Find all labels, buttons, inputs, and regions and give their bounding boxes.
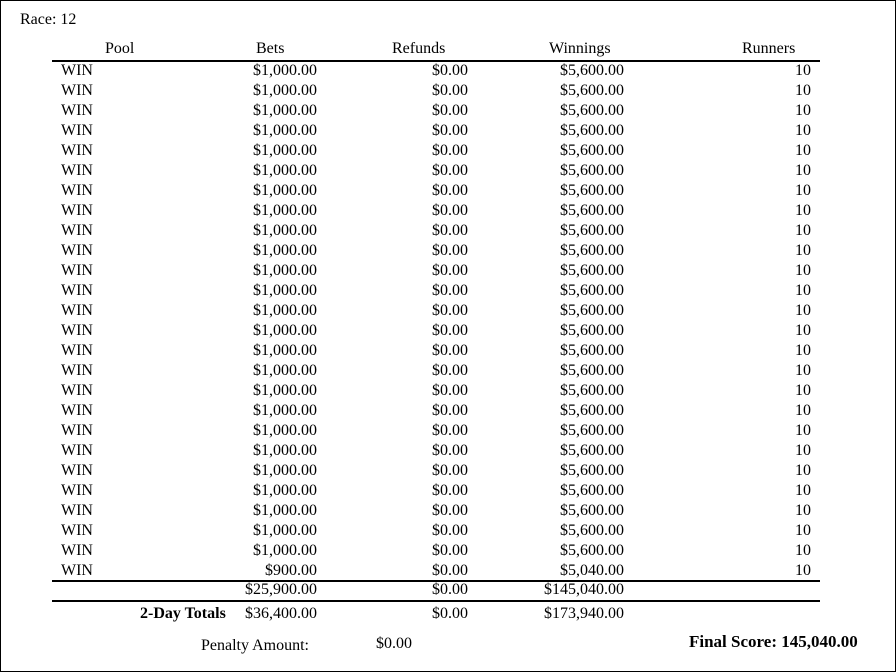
row-pool: WIN bbox=[61, 462, 93, 479]
penalty-value: $0.00 bbox=[376, 635, 412, 652]
row-winnings: $5,600.00 bbox=[560, 82, 624, 99]
row-runners: 10 bbox=[795, 522, 811, 539]
row-refunds: $0.00 bbox=[432, 182, 468, 199]
row-winnings: $5,600.00 bbox=[560, 282, 624, 299]
header-bets: Bets bbox=[256, 40, 285, 57]
row-winnings: $5,600.00 bbox=[560, 142, 624, 159]
row-runners: 10 bbox=[795, 142, 811, 159]
row-bets: $1,000.00 bbox=[253, 362, 317, 379]
totals-refunds: $0.00 bbox=[432, 581, 468, 598]
row-refunds: $0.00 bbox=[432, 62, 468, 79]
row-bets: $1,000.00 bbox=[253, 462, 317, 479]
row-refunds: $0.00 bbox=[432, 302, 468, 319]
row-winnings: $5,600.00 bbox=[560, 202, 624, 219]
row-winnings: $5,600.00 bbox=[560, 322, 624, 339]
totals-bets: $25,900.00 bbox=[245, 581, 317, 598]
row-runners: 10 bbox=[795, 462, 811, 479]
row-refunds: $0.00 bbox=[432, 522, 468, 539]
row-runners: 10 bbox=[795, 102, 811, 119]
row-refunds: $0.00 bbox=[432, 502, 468, 519]
row-winnings: $5,600.00 bbox=[560, 222, 624, 239]
row-refunds: $0.00 bbox=[432, 402, 468, 419]
row-runners: 10 bbox=[795, 422, 811, 439]
row-pool: WIN bbox=[61, 62, 93, 79]
row-runners: 10 bbox=[795, 222, 811, 239]
row-winnings: $5,600.00 bbox=[560, 462, 624, 479]
row-refunds: $0.00 bbox=[432, 82, 468, 99]
row-winnings: $5,600.00 bbox=[560, 302, 624, 319]
row-pool: WIN bbox=[61, 522, 93, 539]
row-refunds: $0.00 bbox=[432, 362, 468, 379]
row-refunds: $0.00 bbox=[432, 142, 468, 159]
row-runners: 10 bbox=[795, 562, 811, 579]
row-runners: 10 bbox=[795, 542, 811, 559]
row-bets: $1,000.00 bbox=[253, 302, 317, 319]
row-runners: 10 bbox=[795, 62, 811, 79]
row-refunds: $0.00 bbox=[432, 422, 468, 439]
row-runners: 10 bbox=[795, 162, 811, 179]
row-refunds: $0.00 bbox=[432, 102, 468, 119]
row-pool: WIN bbox=[61, 482, 93, 499]
row-runners: 10 bbox=[795, 322, 811, 339]
row-runners: 10 bbox=[795, 282, 811, 299]
row-winnings: $5,600.00 bbox=[560, 242, 624, 259]
final-score: Final Score: 145,040.00 bbox=[689, 632, 858, 651]
row-pool: WIN bbox=[61, 422, 93, 439]
row-pool: WIN bbox=[61, 362, 93, 379]
row-pool: WIN bbox=[61, 262, 93, 279]
row-pool: WIN bbox=[61, 202, 93, 219]
row-runners: 10 bbox=[795, 82, 811, 99]
row-refunds: $0.00 bbox=[432, 282, 468, 299]
row-pool: WIN bbox=[61, 142, 93, 159]
row-bets: $1,000.00 bbox=[253, 142, 317, 159]
row-refunds: $0.00 bbox=[432, 322, 468, 339]
row-winnings: $5,600.00 bbox=[560, 162, 624, 179]
row-refunds: $0.00 bbox=[432, 162, 468, 179]
row-runners: 10 bbox=[795, 442, 811, 459]
row-refunds: $0.00 bbox=[432, 562, 468, 579]
row-winnings: $5,600.00 bbox=[560, 342, 624, 359]
row-winnings: $5,600.00 bbox=[560, 182, 624, 199]
row-winnings: $5,600.00 bbox=[560, 442, 624, 459]
row-refunds: $0.00 bbox=[432, 222, 468, 239]
row-runners: 10 bbox=[795, 402, 811, 419]
row-runners: 10 bbox=[795, 342, 811, 359]
row-refunds: $0.00 bbox=[432, 542, 468, 559]
row-bets: $1,000.00 bbox=[253, 322, 317, 339]
row-pool: WIN bbox=[61, 562, 93, 579]
row-bets: $1,000.00 bbox=[253, 262, 317, 279]
row-runners: 10 bbox=[795, 262, 811, 279]
row-bets: $1,000.00 bbox=[253, 342, 317, 359]
row-bets: $1,000.00 bbox=[253, 542, 317, 559]
row-refunds: $0.00 bbox=[432, 462, 468, 479]
row-bets: $1,000.00 bbox=[253, 282, 317, 299]
row-bets: $1,000.00 bbox=[253, 102, 317, 119]
race-label: Race: 12 bbox=[20, 11, 77, 28]
row-runners: 10 bbox=[795, 182, 811, 199]
row-bets: $1,000.00 bbox=[253, 162, 317, 179]
row-winnings: $5,600.00 bbox=[560, 482, 624, 499]
row-refunds: $0.00 bbox=[432, 202, 468, 219]
row-refunds: $0.00 bbox=[432, 382, 468, 399]
row-bets: $1,000.00 bbox=[253, 402, 317, 419]
row-runners: 10 bbox=[795, 202, 811, 219]
row-bets: $1,000.00 bbox=[253, 482, 317, 499]
two-day-rule bbox=[52, 600, 820, 602]
row-bets: $1,000.00 bbox=[253, 422, 317, 439]
row-runners: 10 bbox=[795, 502, 811, 519]
two-day-refunds: $0.00 bbox=[432, 605, 468, 622]
totals-winnings: $145,040.00 bbox=[544, 581, 624, 598]
row-pool: WIN bbox=[61, 302, 93, 319]
row-bets: $1,000.00 bbox=[253, 202, 317, 219]
row-bets: $1,000.00 bbox=[253, 222, 317, 239]
two-day-winnings: $173,940.00 bbox=[544, 605, 624, 622]
row-pool: WIN bbox=[61, 282, 93, 299]
row-refunds: $0.00 bbox=[432, 262, 468, 279]
row-bets: $1,000.00 bbox=[253, 382, 317, 399]
row-winnings: $5,600.00 bbox=[560, 502, 624, 519]
two-day-bets: $36,400.00 bbox=[245, 605, 317, 622]
row-winnings: $5,600.00 bbox=[560, 262, 624, 279]
row-bets: $1,000.00 bbox=[253, 522, 317, 539]
row-winnings: $5,600.00 bbox=[560, 62, 624, 79]
row-bets: $1,000.00 bbox=[253, 82, 317, 99]
row-pool: WIN bbox=[61, 222, 93, 239]
row-pool: WIN bbox=[61, 162, 93, 179]
row-refunds: $0.00 bbox=[432, 482, 468, 499]
row-pool: WIN bbox=[61, 542, 93, 559]
row-bets: $1,000.00 bbox=[253, 502, 317, 519]
row-winnings: $5,600.00 bbox=[560, 422, 624, 439]
header-runners: Runners bbox=[742, 40, 796, 57]
header-refunds: Refunds bbox=[392, 40, 446, 57]
row-refunds: $0.00 bbox=[432, 442, 468, 459]
row-bets: $1,000.00 bbox=[253, 122, 317, 139]
row-runners: 10 bbox=[795, 302, 811, 319]
row-pool: WIN bbox=[61, 102, 93, 119]
row-runners: 10 bbox=[795, 242, 811, 259]
row-winnings: $5,600.00 bbox=[560, 522, 624, 539]
row-winnings: $5,600.00 bbox=[560, 362, 624, 379]
row-pool: WIN bbox=[61, 502, 93, 519]
row-runners: 10 bbox=[795, 482, 811, 499]
row-pool: WIN bbox=[61, 442, 93, 459]
row-bets: $1,000.00 bbox=[253, 62, 317, 79]
row-bets: $900.00 bbox=[265, 562, 317, 579]
row-pool: WIN bbox=[61, 402, 93, 419]
two-day-label: 2-Day Totals bbox=[140, 605, 226, 622]
row-pool: WIN bbox=[61, 382, 93, 399]
row-runners: 10 bbox=[795, 362, 811, 379]
row-pool: WIN bbox=[61, 82, 93, 99]
header-winnings: Winnings bbox=[549, 40, 611, 57]
row-pool: WIN bbox=[61, 242, 93, 259]
row-refunds: $0.00 bbox=[432, 242, 468, 259]
row-refunds: $0.00 bbox=[432, 342, 468, 359]
row-pool: WIN bbox=[61, 342, 93, 359]
row-pool: WIN bbox=[61, 182, 93, 199]
row-pool: WIN bbox=[61, 322, 93, 339]
row-refunds: $0.00 bbox=[432, 122, 468, 139]
row-bets: $1,000.00 bbox=[253, 242, 317, 259]
penalty-label: Penalty Amount: bbox=[201, 637, 309, 654]
row-bets: $1,000.00 bbox=[253, 182, 317, 199]
row-winnings: $5,600.00 bbox=[560, 542, 624, 559]
header-pool: Pool bbox=[105, 40, 135, 57]
row-winnings: $5,600.00 bbox=[560, 122, 624, 139]
row-pool: WIN bbox=[61, 122, 93, 139]
row-winnings: $5,600.00 bbox=[560, 102, 624, 119]
row-winnings: $5,040.00 bbox=[560, 562, 624, 579]
row-winnings: $5,600.00 bbox=[560, 402, 624, 419]
row-runners: 10 bbox=[795, 382, 811, 399]
row-bets: $1,000.00 bbox=[253, 442, 317, 459]
row-winnings: $5,600.00 bbox=[560, 382, 624, 399]
row-runners: 10 bbox=[795, 122, 811, 139]
